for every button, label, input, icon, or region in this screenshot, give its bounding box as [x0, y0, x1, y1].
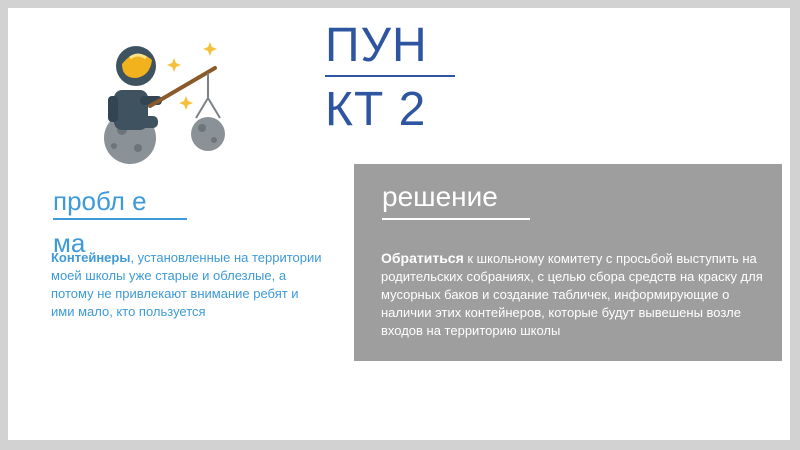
problem-lead: Контейнеры — [51, 250, 131, 265]
problem-description — [51, 249, 323, 321]
title-line-1: ПУН — [325, 19, 428, 72]
title-divider — [325, 75, 455, 77]
solution-body: к школьному комитету с просьбой выступить на родительских собраниях, с целью сбора средств на краску для мусорных баков и создание табличек, информирующие о наличии этих контейнеров, которые будут вывешены возле входов на территорию школы — [381, 251, 763, 338]
solution-divider — [382, 218, 530, 220]
solution-heading: решение — [382, 181, 498, 212]
solution-lead: Обратиться — [381, 250, 464, 266]
problem-divider — [53, 218, 187, 220]
solution-description — [381, 249, 766, 340]
problem-heading: пробл ема — [53, 186, 147, 258]
astronaut-fishing-illustration — [100, 38, 240, 168]
problem-body: , установленные на территории моей школы уже старые и облезлые, а потому не привлекают внимание ребят и ими мало, кто пользуется — [51, 250, 322, 319]
title-line-2: КТ 2 — [325, 83, 427, 136]
